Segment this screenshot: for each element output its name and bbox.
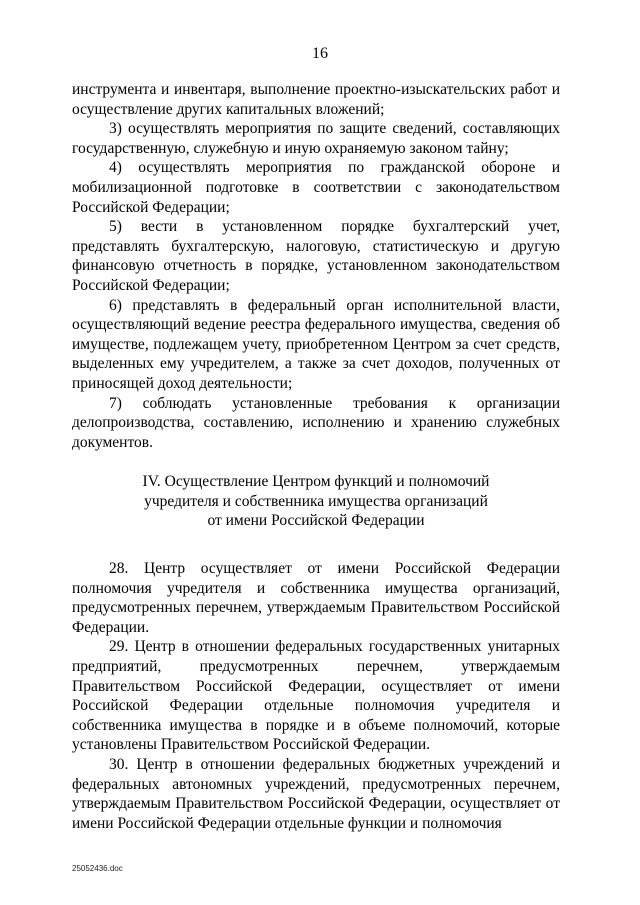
list-item-3: 3) осуществлять мероприятия по защите сведений, составляющих государственную, служебную и иную охраняемую законом тайну; [72, 120, 560, 157]
paragraph-28: 28. Центр осуществляет от имени Российской Федерации полномочия учредителя и собственника имущества организаций, предусмотренных перечнем, утверждаемым Правительством Российской Федерации. [72, 560, 560, 636]
section-heading-line-3: от имени Российской Федерации [207, 512, 425, 530]
paragraph-30: 30. Центр в отношении федеральных бюджетных учреждений и федеральных автономных учреждений, предусмотренных перечнем, утверждаемым Правительством Российской Федерации, осуществляет от имени Российской Федерации отдельные функции и полномочия [72, 756, 560, 832]
paragraph-29: 29. Центр в отношении федеральных государственных унитарных предприятий, предусмотренных перечнем, утверждаемым Правительством Российской Федерации, осуществляет от имени Российской Федерации отдельные полномочия учредителя и собственника имущества в порядке и в объеме полномочий, которые установлены Правительством Российской Федерации. [72, 638, 560, 754]
page-number: 16 [312, 45, 328, 62]
list-item-4: 4) осуществлять мероприятия по гражданской обороне и мобилизационной подготовке в соответствии с законодательством Российской Федерации; [72, 159, 560, 216]
section-heading-line-1: IV. Осуществление Центром функций и полномочий [142, 473, 490, 491]
list-item-5: 5) вести в установленном порядке бухгалтерский учет, представлять бухгалтерскую, налоговую, статистическую и другую финансовую отчетность в порядке, установленном законодательством Российской Федерации; [72, 218, 560, 294]
section-heading-line-2: учредителя и собственника имущества организаций [144, 492, 488, 510]
list-item-7: 7) соблюдать установленные требования к организации делопроизводства, составлению, исполнению и хранению служебных документов. [72, 394, 560, 451]
footer-file-code: 25052436.doc [72, 864, 123, 873]
section-heading [72, 472, 560, 531]
paragraph-continuation: инструмента и инвентаря, выполнение проектно-изыскательских работ и осуществление других капитальных вложений; [72, 81, 560, 118]
list-item-6: 6) представлять в федеральный орган исполнительной власти, осуществляющий ведение реестра федерального имущества, сведения об имуществе, подлежащем учету, приобретенном Центром за счет средств, выделенных ему учредителем, а также за счет доходов, полученных от приносящей доход деятельности; [72, 296, 560, 392]
document-body [72, 80, 560, 833]
